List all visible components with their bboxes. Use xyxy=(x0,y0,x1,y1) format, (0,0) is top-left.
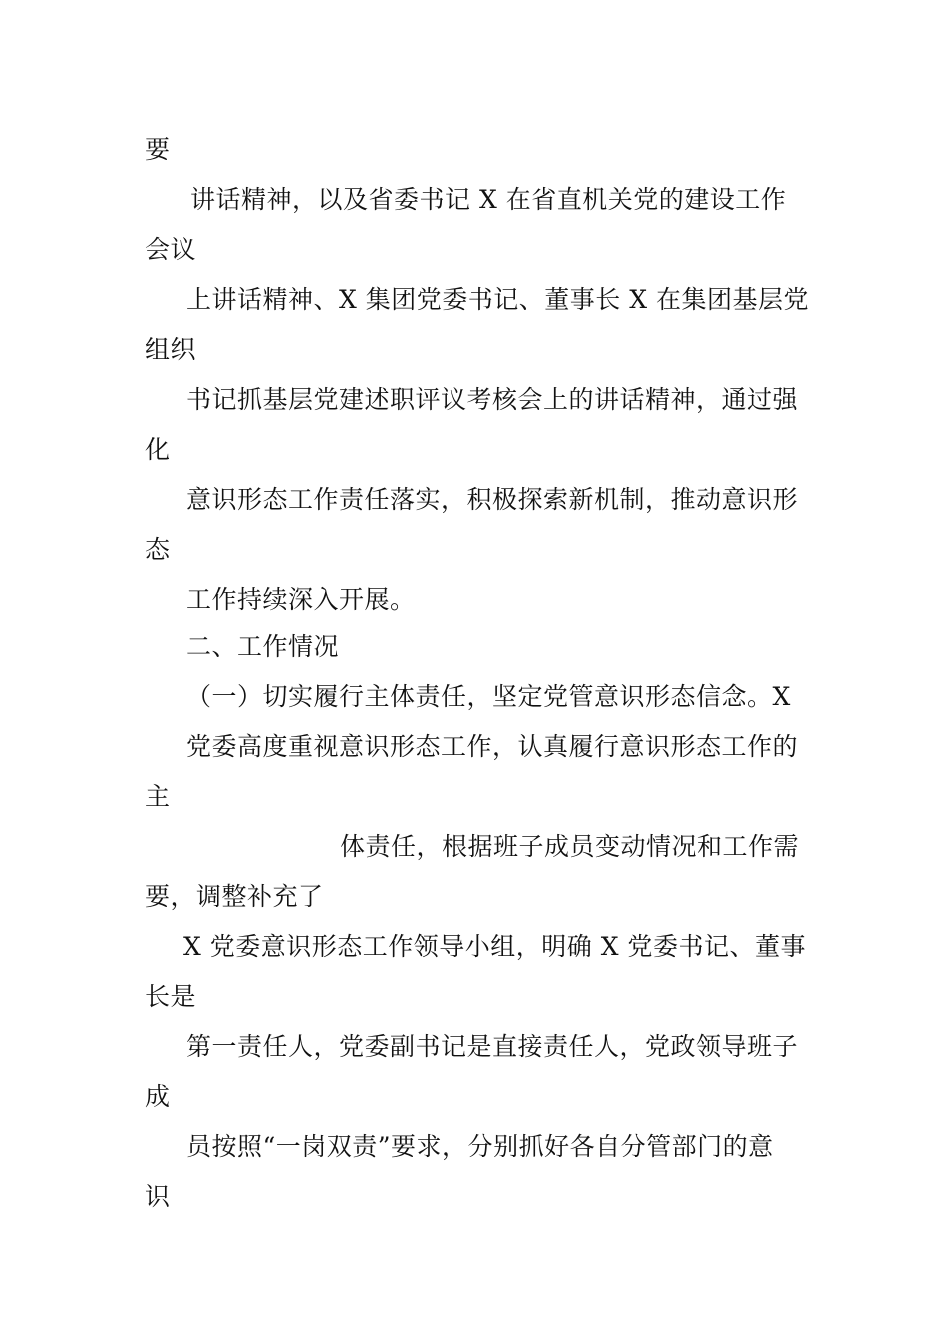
text-line: X 党委意识形态工作领导小组，明确 X 党委书记、董事 xyxy=(183,932,806,961)
text-line: 识 xyxy=(145,1182,171,1211)
text-line: 工作持续深入开展。 xyxy=(186,585,416,614)
text-line: 意识形态工作责任落实，积极探索新机制，推动意识形 xyxy=(186,485,799,514)
text-line: 会议 xyxy=(145,235,197,264)
text-line: 书记抓基层党建述职评议考核会上的讲话精神，通过强 xyxy=(186,385,799,414)
text-line: 要 xyxy=(145,135,171,164)
text-line: 组织 xyxy=(145,335,197,364)
text-line: 要，调整补充了 xyxy=(145,882,324,911)
text-line: 长是 xyxy=(145,982,197,1011)
text-line: 员按照“一岗双责”要求，分别抓好各自分管部门的意 xyxy=(186,1132,774,1161)
text-line: 主 xyxy=(145,782,171,811)
subsection-heading: （一）切实履行主体责任，坚定党管意识形态信念。X xyxy=(186,682,791,711)
text-line: 党委高度重视意识形态工作，认真履行意识形态工作的 xyxy=(186,732,799,761)
text-line: 第一责任人，党委副书记是直接责任人，党政领导班子 xyxy=(186,1032,799,1061)
text-line: 体责任，根据班子成员变动情况和工作需 xyxy=(340,832,800,861)
text-line: 成 xyxy=(145,1082,171,1111)
text-line: 讲话精神，以及省委书记 X 在省直机关党的建设工作 xyxy=(190,185,787,214)
text-line: 化 xyxy=(145,435,171,464)
text-line: 态 xyxy=(145,535,171,564)
text-line: 上讲话精神、X 集团党委书记、董事长 X 在集团基层党 xyxy=(186,285,809,314)
section-heading: 二、工作情况 xyxy=(186,632,340,661)
